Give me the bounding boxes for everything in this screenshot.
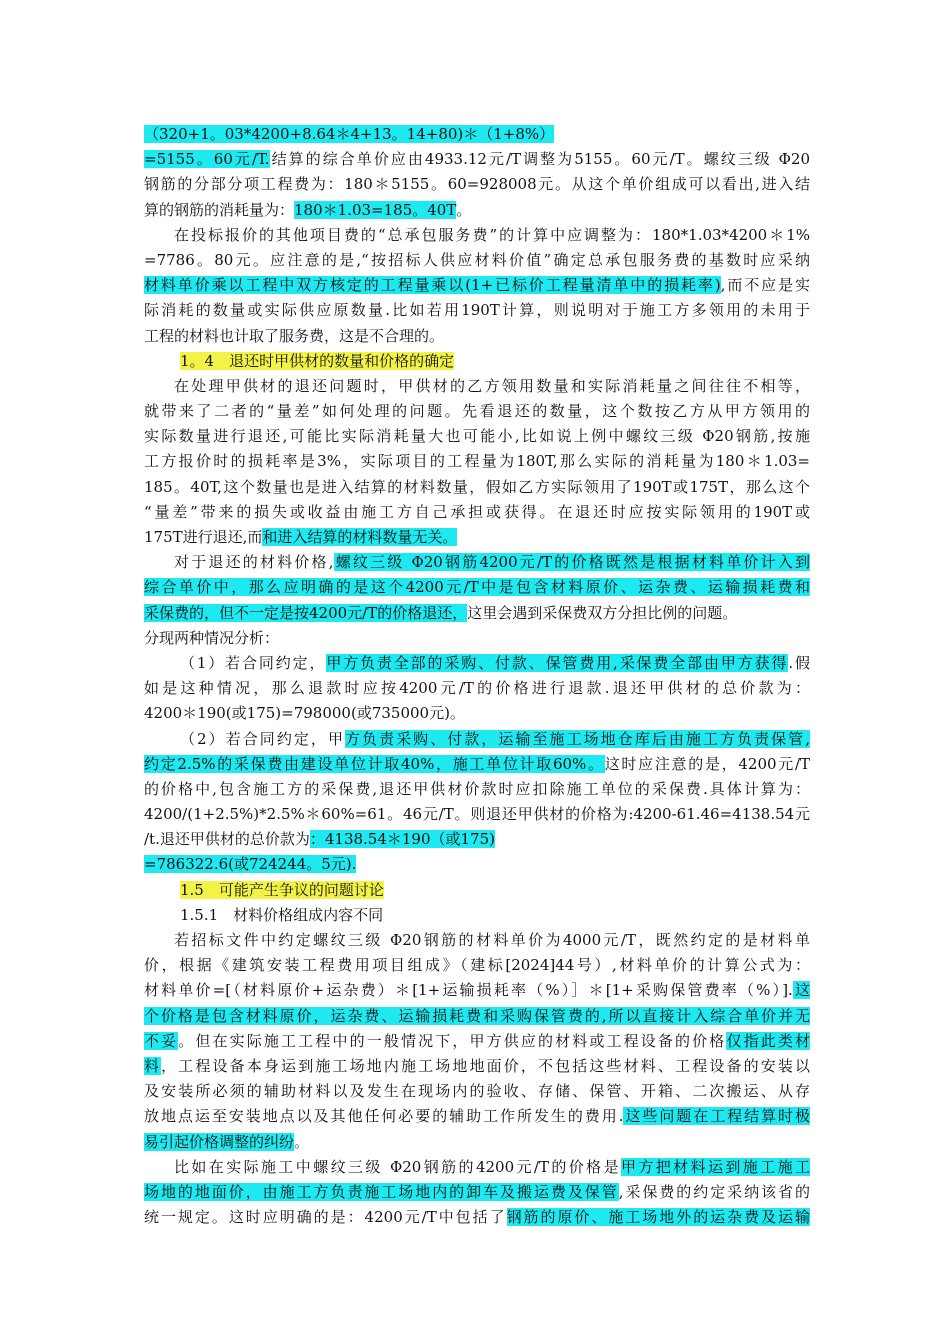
text-run: .假: [788, 653, 810, 672]
text-run: 算的钢筋的消耗量为：: [144, 200, 295, 219]
text-run: 的价格中,包含施工方的采保费,退还甲供材价款时应扣除施工单位的采保费.具体计算为：: [144, 779, 810, 798]
highlighted-text: （320+1。03*4200+8.64＊4+13。14+80)＊（1+8%）: [144, 125, 555, 143]
text-line: [144, 1205, 810, 1230]
text-run: （2）若合同约定，甲: [180, 729, 345, 748]
text-run: ,而不应是实: [720, 276, 810, 295]
text-line: [144, 1104, 810, 1129]
text-run: 。: [456, 200, 472, 219]
text-line: [144, 676, 810, 701]
text-line: [144, 601, 810, 626]
highlighted-text: 钢筋的原价、施工场地外的运杂费及运输: [506, 1208, 810, 1227]
text-line: [144, 1054, 810, 1079]
highlighted-text: 个价格是包含材料原价，运杂费、运输损耗费和采购保管费的,所以直接计入综合单价并无: [144, 1006, 810, 1025]
highlighted-text: =786322.6(或724244。5元).: [144, 855, 357, 874]
highlighted-text: 甲方负责全部的采购、付款、保管费用,采保费全部由甲方获得: [326, 653, 789, 672]
text-line: [144, 777, 810, 802]
text-run: （1）若合同约定，: [180, 653, 327, 672]
text-line: [144, 953, 810, 978]
text-line: [144, 1130, 810, 1155]
text-line: [144, 1079, 810, 1104]
text-line: [144, 827, 810, 852]
text-line: [144, 1155, 810, 1180]
text-run: ，工程设备本身运到施工场地内施工场地地面价，不包括这些材料、工程设备的安装以: [161, 1056, 810, 1075]
highlighted-text: 方负责采购、付款，运输至施工场地仓库后由施工方负责保管,: [345, 729, 810, 748]
highlighted-text: 易引起价格调整的纠纷: [144, 1132, 295, 1151]
highlighted-text: 场地的地面价，由施工方负责施工场地内的卸车及搬运费及保管: [144, 1182, 619, 1201]
text-line: [144, 122, 810, 147]
text-run: 实际数量进行退还,可能比实际消耗量大也可能小,比如说上例中螺纹三级 Φ20钢筋,按施: [144, 427, 810, 446]
text-line: [144, 147, 810, 172]
highlighted-text: 180＊1.03=185。40T: [294, 200, 457, 219]
text-line: [144, 324, 810, 349]
section-heading: 1。4 退还时甲供材的数量和价格的确定: [180, 351, 455, 370]
highlighted-text: 约定2.5%的采保费由建设单位计取40%，施工单位计取60%。: [144, 754, 605, 773]
highlighted-text: 材料单价乘以工程中双方核定的工程量乘以(1+已标价工程量清单中的损耗率): [144, 276, 721, 295]
section-heading: 1.5 可能产生争议的问题讨论: [180, 880, 384, 899]
text-line: [144, 223, 810, 248]
highlighted-text: 料: [144, 1056, 162, 1075]
highlighted-text: 这: [792, 981, 810, 1000]
text-run: /t.退还甲供材的总价款为: [144, 830, 310, 849]
text-line: [144, 1004, 810, 1029]
text-line: [144, 449, 810, 474]
text-line: [144, 475, 810, 500]
text-line: [144, 802, 810, 827]
text-run: 比如在实际施工中螺纹三级 Φ20钢筋的4200元/T的价格是: [174, 1157, 621, 1176]
text-run: 如是这种情况，那么退款时应按4200元/T的价格进行退款.退还甲供材的总价款为：: [144, 679, 810, 698]
text-line: [144, 349, 810, 374]
highlighted-text: =5155。60元/T.: [144, 150, 270, 169]
text-run: 若招标文件中约定螺纹三级 Φ20钢筋的材料单价为4000元/T，既然约定的是材料单: [174, 931, 810, 949]
text-run: 在处理甲供材的退还问题时，甲供材的乙方领用数量和实际消耗量之间往往不相等，: [174, 376, 810, 395]
text-run: 结算的综合单价应由4933.12元/T调整为5155。60元/T。螺纹三级 Φ20: [269, 150, 810, 169]
text-line: [144, 1029, 810, 1054]
text-run: 这里会遇到采保费双方分担比例的问题。: [467, 603, 738, 622]
document-body: [144, 122, 810, 1230]
text-run: 4200/(1+2.5%)*2.5%＊60%=61。46元/T。则退还甲供材的价格为:4200-61.46=4138.54元: [144, 805, 810, 824]
highlighted-text: 和进入结算的材料数量无关。: [262, 528, 458, 546]
text-run: 。: [294, 1132, 310, 1151]
text-line: [144, 852, 810, 877]
text-line: [144, 701, 810, 726]
text-run: 4200＊190(或175)=798000(或735000元)。: [144, 704, 465, 723]
text-run: 。但在实际施工工程中的一般情况下，甲方供应的材料或工程设备的价格: [178, 1031, 727, 1050]
text-line: [144, 575, 810, 600]
text-line: [144, 172, 810, 197]
text-run: 工方报价时的损耗率是3%，实际项目的工程量为180T,那么实际的消耗量为180＊1.03=: [144, 452, 810, 471]
text-line: [144, 903, 810, 928]
text-run: 统一规定。这时应明确的是：4200元/T中包括了: [144, 1208, 507, 1227]
text-line: [144, 298, 810, 323]
text-run: 1.5.1 材料价格组成内容不同: [180, 905, 384, 924]
text-run: ,采保费的约定采纳该省的: [618, 1182, 810, 1201]
text-run: 185。40T,这个数量也是进入结算的材料数量，假如乙方实际领用了190T或175T，那么这个: [144, 477, 810, 496]
text-line: [144, 500, 810, 525]
text-line: [144, 1180, 810, 1205]
text-line: [144, 525, 810, 550]
text-line: [144, 550, 810, 575]
highlighted-text: 甲方把材料运到施工施工: [620, 1157, 810, 1176]
text-run: 在投标报价的其他项目费的“总承包服务费”的计算中应调整为：180*1.03*4200＊1%: [174, 225, 810, 244]
highlighted-text: 采保费的，但不一定是按4200元/T的价格退还，: [144, 603, 468, 622]
highlighted-text: 综合单价中，那么应明确的是这个4200元/T中是包含材料原价、运杂费、运输损耗费和: [144, 578, 810, 597]
text-run: 这时应注意的是，4200元/T: [604, 754, 810, 773]
highlighted-text: ：4138.54＊190（或175): [309, 830, 496, 849]
text-run: 175T进行退还,而: [144, 528, 263, 546]
text-line: [144, 399, 810, 424]
text-run: 就带来了二者的“量差”如何处理的问题。先看退还的数量，这个数按乙方从甲方领用的: [144, 402, 810, 421]
text-line: [144, 424, 810, 449]
text-run: 分现两种情况分析：: [144, 628, 280, 647]
text-run: 及安装所必须的辅助材料以及发生在现场内的验收、存储、保管、开箱、二次搬运、从存: [144, 1082, 810, 1101]
highlighted-text: 不妥: [144, 1031, 179, 1050]
text-line: [144, 928, 810, 953]
text-run: 工程的材料也计取了服务费，这是不合理的。: [144, 326, 445, 345]
text-line: [144, 198, 810, 223]
highlighted-text: 螺纹三级 Φ20钢筋4200元/T的价格既然是根据材料单价计入到: [333, 553, 810, 572]
text-line: [144, 248, 810, 273]
text-run: 材料单价=[（材料原价+运杂费）＊[1+运输损耗率（%）］＊[1+采购保管费率（%）].: [144, 981, 793, 1000]
text-line: [144, 878, 810, 903]
text-run: =7786。80元。应注意的是,“按招标人供应材料价值”确定总承包服务费的基数时应采纳: [144, 250, 810, 269]
text-line: [144, 978, 810, 1003]
text-line: [144, 752, 810, 777]
highlighted-text: 仅指此类材: [726, 1031, 810, 1050]
text-run: “量差”带来的损失或收益由施工方自己承担或获得。在退还时应按实际领用的190T或: [144, 502, 810, 521]
text-line: [144, 651, 810, 676]
text-line: [144, 727, 810, 752]
text-run: 际消耗的数量或实际供应原数量.比如若用190T计算，则说明对于施工方多领用的未用于: [144, 301, 810, 320]
text-run: 对于退还的材料价格,: [174, 553, 334, 572]
text-line: [144, 273, 810, 298]
text-run: 价，根据《建筑安装工程费用项目组成》（建标[2024]44号）,材料单价的计算公式为：: [144, 956, 810, 975]
text-run: 放地点运至安装地点以及其他任何必要的辅助工作所发生的费用.: [144, 1107, 624, 1126]
text-line: [144, 626, 810, 651]
highlighted-text: 这些问题在工程结算时极: [623, 1107, 810, 1126]
text-line: [144, 374, 810, 399]
text-run: 钢筋的分部分项工程费为：180＊5155。60=928008元。从这个单价组成可以看出,进入结: [144, 175, 810, 194]
